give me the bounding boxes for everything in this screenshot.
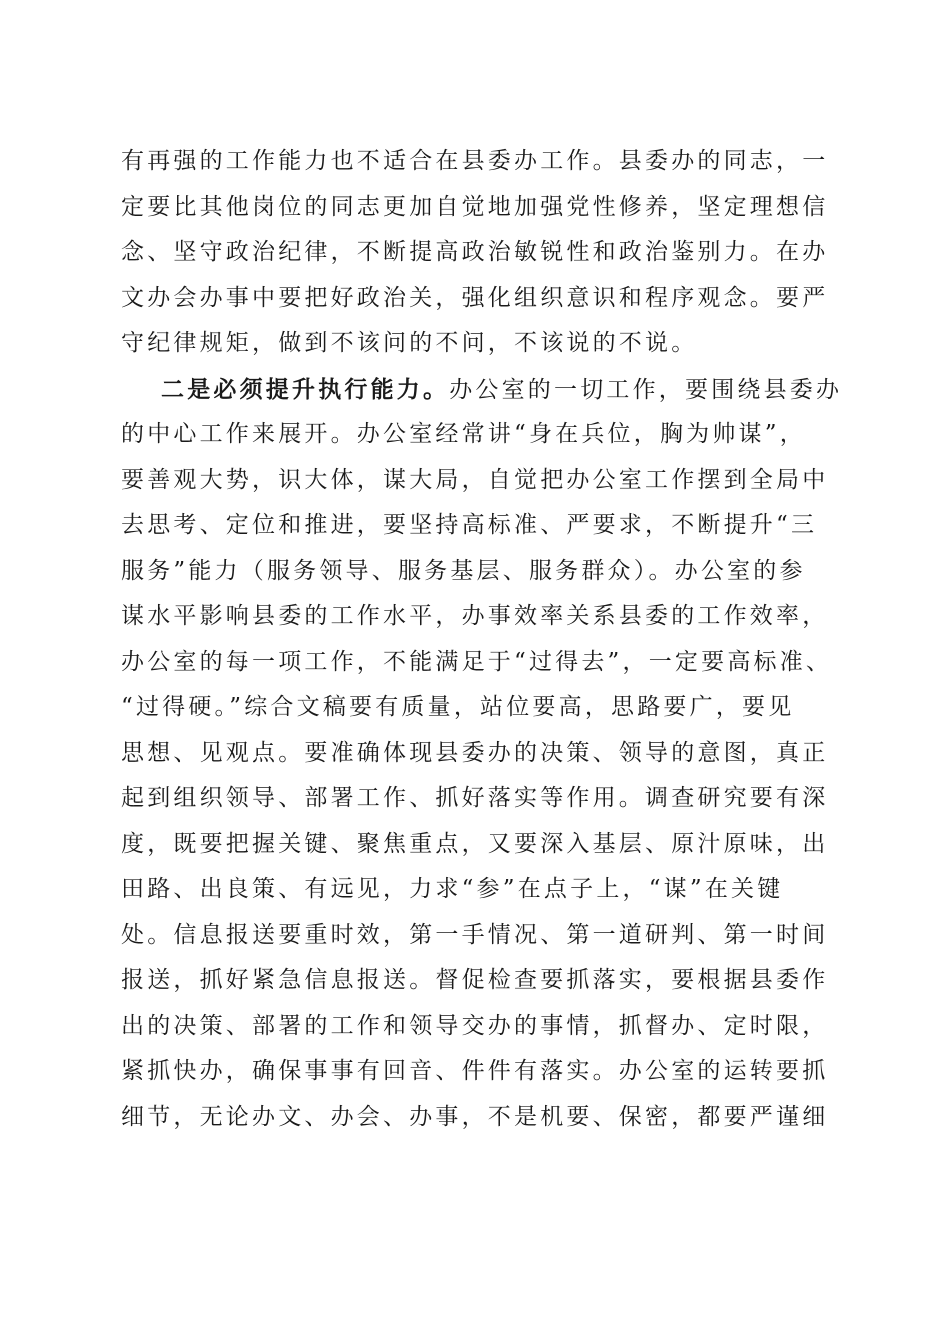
text-line: 谋水平影响县委的工作水平，办事效率关系县委的工作效率， bbox=[121, 603, 829, 629]
paragraph-first-line bbox=[121, 367, 841, 413]
text-line: “过得硬。”综合文稿要有质量，站位要高，思路要广，要见 bbox=[121, 694, 795, 720]
text-line: 要善观大势，识大体，谋大局，自觉把办公室工作摆到全局中 bbox=[121, 466, 829, 493]
text-line: 起到组织领导、部署工作、抓好落实等作用。调查研究要有深 bbox=[121, 785, 829, 811]
text-line: 报送，抓好紧急信息报送。督促检查要抓落实，要根据县委作 bbox=[121, 967, 829, 993]
text-line: 田路、出良策、有远见，力求“参”在点子上，“谋”在关键 bbox=[121, 876, 784, 902]
text-line: 处。信息报送要重时效，第一手情况、第一道研判、第一时间 bbox=[121, 921, 829, 948]
text-line: 去思考、定位和推进，要坚持高标准、严要求，不断提升“三 bbox=[121, 512, 818, 538]
text-line: 文办会办事中要把好政治关，强化组织意识和程序观念。要严 bbox=[121, 284, 829, 311]
text-line: 的中心工作来展开。办公室经常讲“身在兵位，胸为帅谋”， bbox=[121, 421, 806, 447]
text-line: 念、坚守政治纪律，不断提高政治敏锐性和政治鉴别力。在办 bbox=[121, 239, 829, 265]
body-text bbox=[121, 139, 841, 1140]
text-line: 服务”能力（服务领导、服务基层、服务群众）。办公室的参 bbox=[121, 557, 806, 584]
text-line: 守纪律规矩，做到不该问的不问，不该说的不说。 bbox=[121, 330, 698, 356]
text-line: 有再强的工作能力也不适合在县委办工作。县委办的同志，一 bbox=[121, 148, 829, 174]
text-line: 细节，无论办文、办会、办事，不是机要、保密，都要严谨细 bbox=[121, 1103, 829, 1130]
text-line: 出的决策、部署的工作和领导交办的事情，抓督办、定时限， bbox=[121, 1012, 829, 1039]
text-line: 度，既要把握关键、聚焦重点，又要深入基层、原汁原味，出 bbox=[121, 830, 829, 857]
text-line: 紧抓快办，确保事事有回音、件件有落实。办公室的运转要抓 bbox=[121, 1058, 829, 1084]
paragraph-first-line-rest: 办公室的一切工作，要围绕县委办 bbox=[449, 376, 843, 403]
paragraph-heading: 二是必须提升执行能力。 bbox=[161, 375, 450, 403]
text-line: 办公室的每一项工作，不能满足于“过得去”，一定要高标准、 bbox=[121, 648, 833, 675]
text-line: 思想、见观点。要准确体现县委办的决策、领导的意图，真正 bbox=[121, 739, 829, 766]
text-line: 定要比其他岗位的同志更加自觉地加强党性修养，坚定理想信 bbox=[121, 193, 829, 220]
